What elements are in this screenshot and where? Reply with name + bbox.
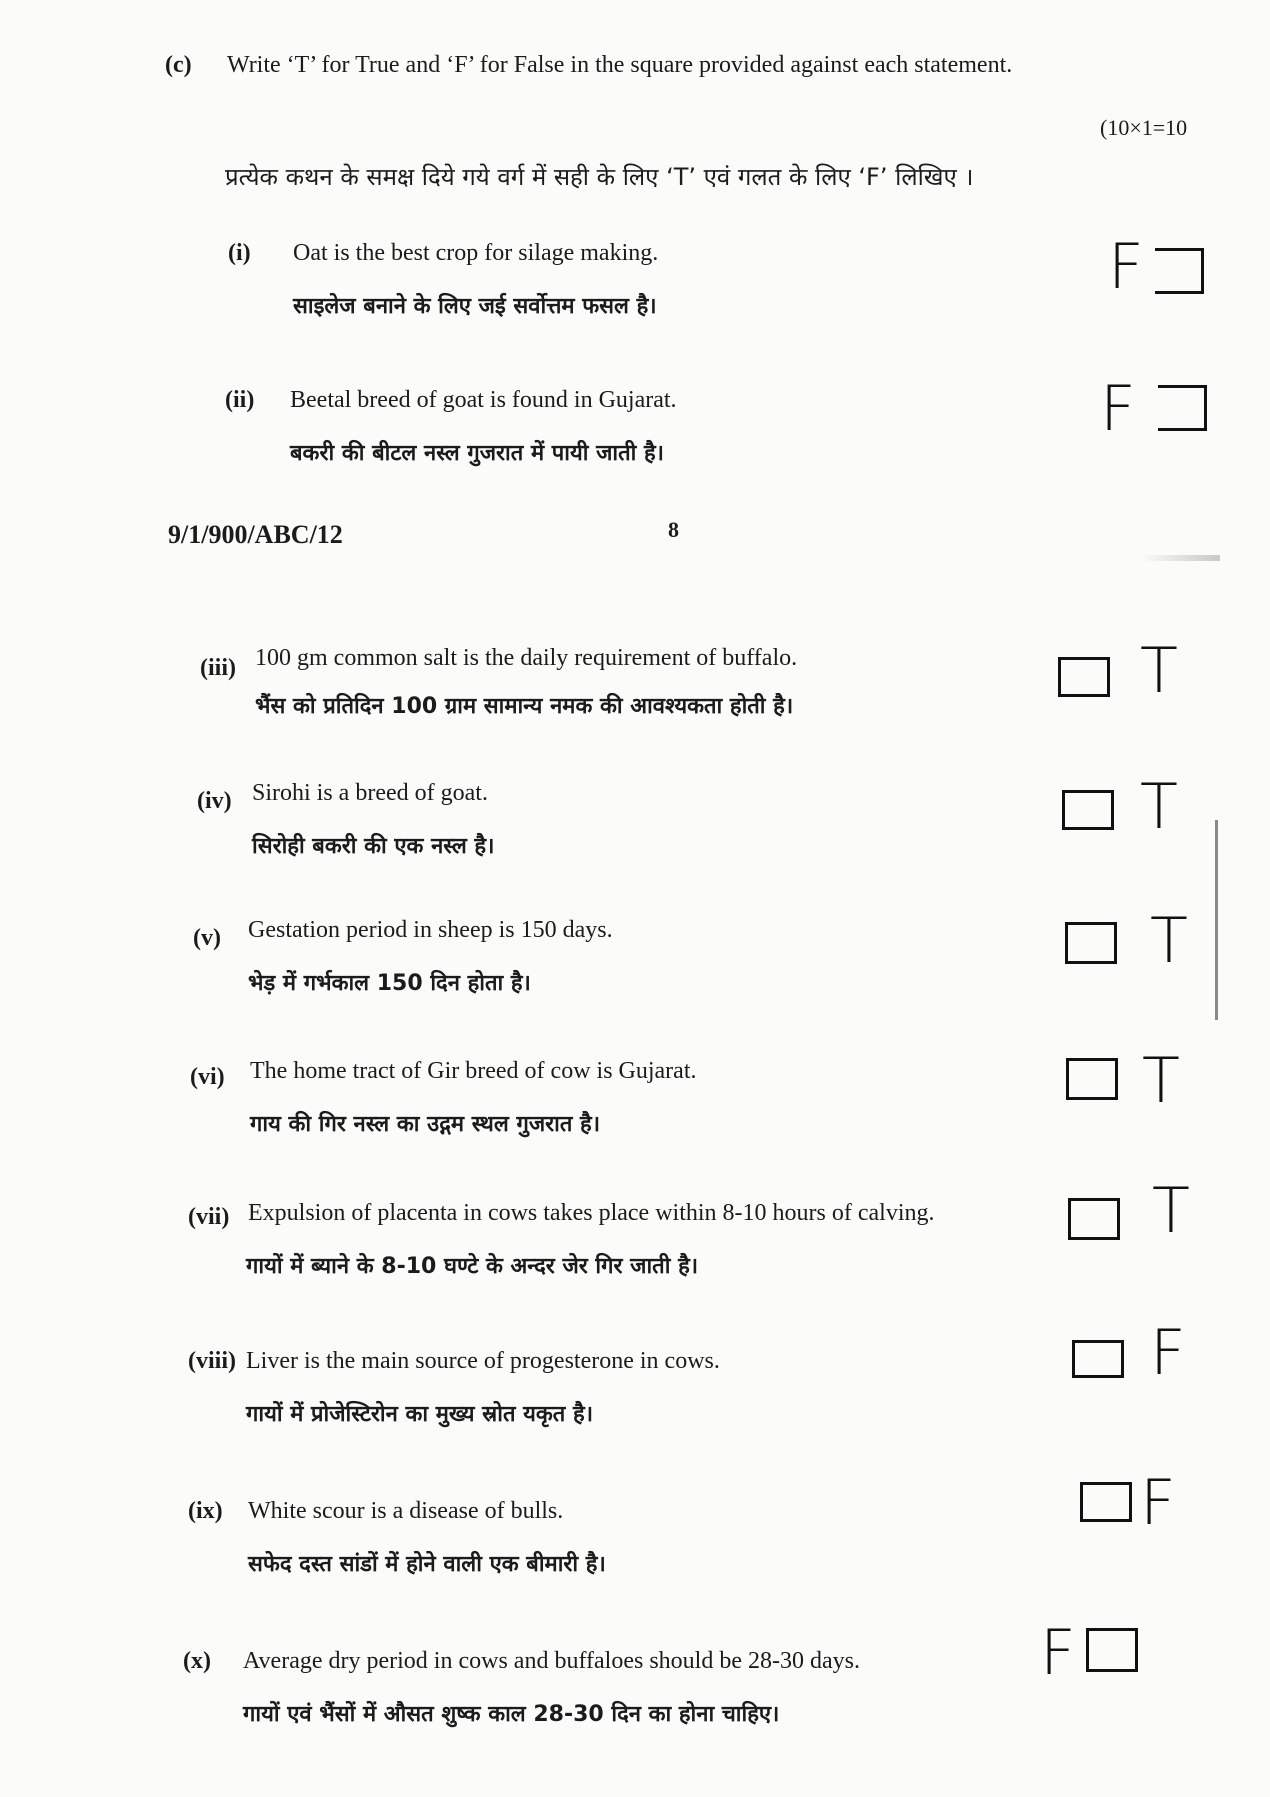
question-text: White scour is a disease of bulls. <box>248 1498 564 1524</box>
scan-smudge <box>1140 555 1220 561</box>
instruction-text: Write ‘T’ for True and ‘F’ for False in the square provided against each statement. <box>227 52 1013 78</box>
paper-code: 9/1/900/ABC/12 <box>168 520 343 549</box>
marks-allocation: (10×1=10 <box>1100 115 1188 140</box>
section-label: (c) <box>165 52 192 78</box>
question-text-hindi: भेड़ में गर्भकाल 150 दिन होता है। <box>248 971 531 996</box>
question-number: (iii) <box>200 655 236 681</box>
answer-box[interactable] <box>1058 657 1110 697</box>
question-number: (vii) <box>188 1204 230 1230</box>
question-text: The home tract of Gir breed of cow is Gujarat. <box>250 1058 697 1084</box>
instruction-hindi: प्रत्येक कथन के समक्ष दिये गये वर्ग में सही के लिए ‘T’ एवं गलत के लिए ‘F’ लिखिए । <box>225 163 974 191</box>
handwritten-answer: F <box>1100 372 1136 445</box>
question-text-hindi: गायों में ब्याने के 8-10 घण्टे के अन्दर जेर गिर जाती है। <box>246 1254 699 1279</box>
question-text-hindi: गाय की गिर नस्ल का उद्गम स्थल गुजरात है। <box>250 1112 601 1137</box>
question-number: (ix) <box>188 1498 223 1524</box>
handwritten-answer: F <box>1040 1616 1076 1689</box>
question-text: Liver is the main source of progesterone in cows. <box>246 1348 720 1374</box>
question-text: Average dry period in cows and buffaloes should be 28-30 days. <box>243 1648 860 1674</box>
question-number: (v) <box>193 925 221 951</box>
question-text: Gestation period in sheep is 150 days. <box>248 917 613 943</box>
answer-box[interactable] <box>1068 1198 1120 1240</box>
scan-line <box>1215 820 1218 1020</box>
answer-box[interactable] <box>1065 922 1117 964</box>
question-text-hindi: गायों में प्रोजेस्टिरोन का मुख्य स्रोत यकृत है। <box>246 1402 594 1427</box>
question-text-hindi: बकरी की बीटल नस्ल गुजरात में पायी जाती है। <box>290 441 665 466</box>
question-number: (viii) <box>188 1348 236 1374</box>
answer-box[interactable] <box>1072 1340 1124 1378</box>
answer-box[interactable] <box>1066 1058 1118 1100</box>
question-text-hindi: गायों एवं भैंसों में औसत शुष्क काल 28-30 दिन का होना चाहिए। <box>243 1702 780 1727</box>
question-text-hindi: भैंस को प्रतिदिन 100 ग्राम सामान्य नमक की आवश्यकता होती है। <box>255 694 794 719</box>
question-text: Expulsion of placenta in cows takes place within 8-10 hours of calving. <box>248 1200 935 1226</box>
question-text-hindi: सफेद दस्त सांडों में होने वाली एक बीमारी है। <box>248 1552 606 1577</box>
question-number: (i) <box>228 240 251 266</box>
answer-box[interactable] <box>1155 248 1204 294</box>
question-text: 100 gm common salt is the daily requirement of buffalo. <box>255 645 798 671</box>
handwritten-answer: F <box>1140 1466 1176 1539</box>
question-text: Sirohi is a breed of goat. <box>252 780 488 806</box>
question-text-hindi: सिरोही बकरी की एक नस्ल है। <box>252 834 495 859</box>
answer-box[interactable] <box>1086 1628 1138 1672</box>
question-number: (ii) <box>225 387 255 413</box>
handwritten-answer: F <box>1150 1316 1186 1389</box>
question-text: Beetal breed of goat is found in Gujarat. <box>290 387 677 413</box>
answer-box[interactable] <box>1080 1482 1132 1522</box>
handwritten-answer: T <box>1150 904 1188 977</box>
handwritten-answer: F <box>1108 230 1144 303</box>
question-number: (vi) <box>190 1064 225 1090</box>
page-number: 8 <box>668 517 679 542</box>
handwritten-answer: T <box>1140 634 1178 707</box>
question-number: (iv) <box>197 788 232 814</box>
handwritten-answer: T <box>1142 1044 1180 1117</box>
handwritten-answer: T <box>1152 1174 1190 1247</box>
question-text: Oat is the best crop for silage making. <box>293 240 659 266</box>
answer-box[interactable] <box>1158 385 1207 431</box>
handwritten-answer: T <box>1140 770 1178 843</box>
answer-box[interactable] <box>1062 790 1114 830</box>
question-number: (x) <box>183 1648 211 1674</box>
question-text-hindi: साइलेज बनाने के लिए जई सर्वोत्तम फसल है। <box>293 294 657 319</box>
